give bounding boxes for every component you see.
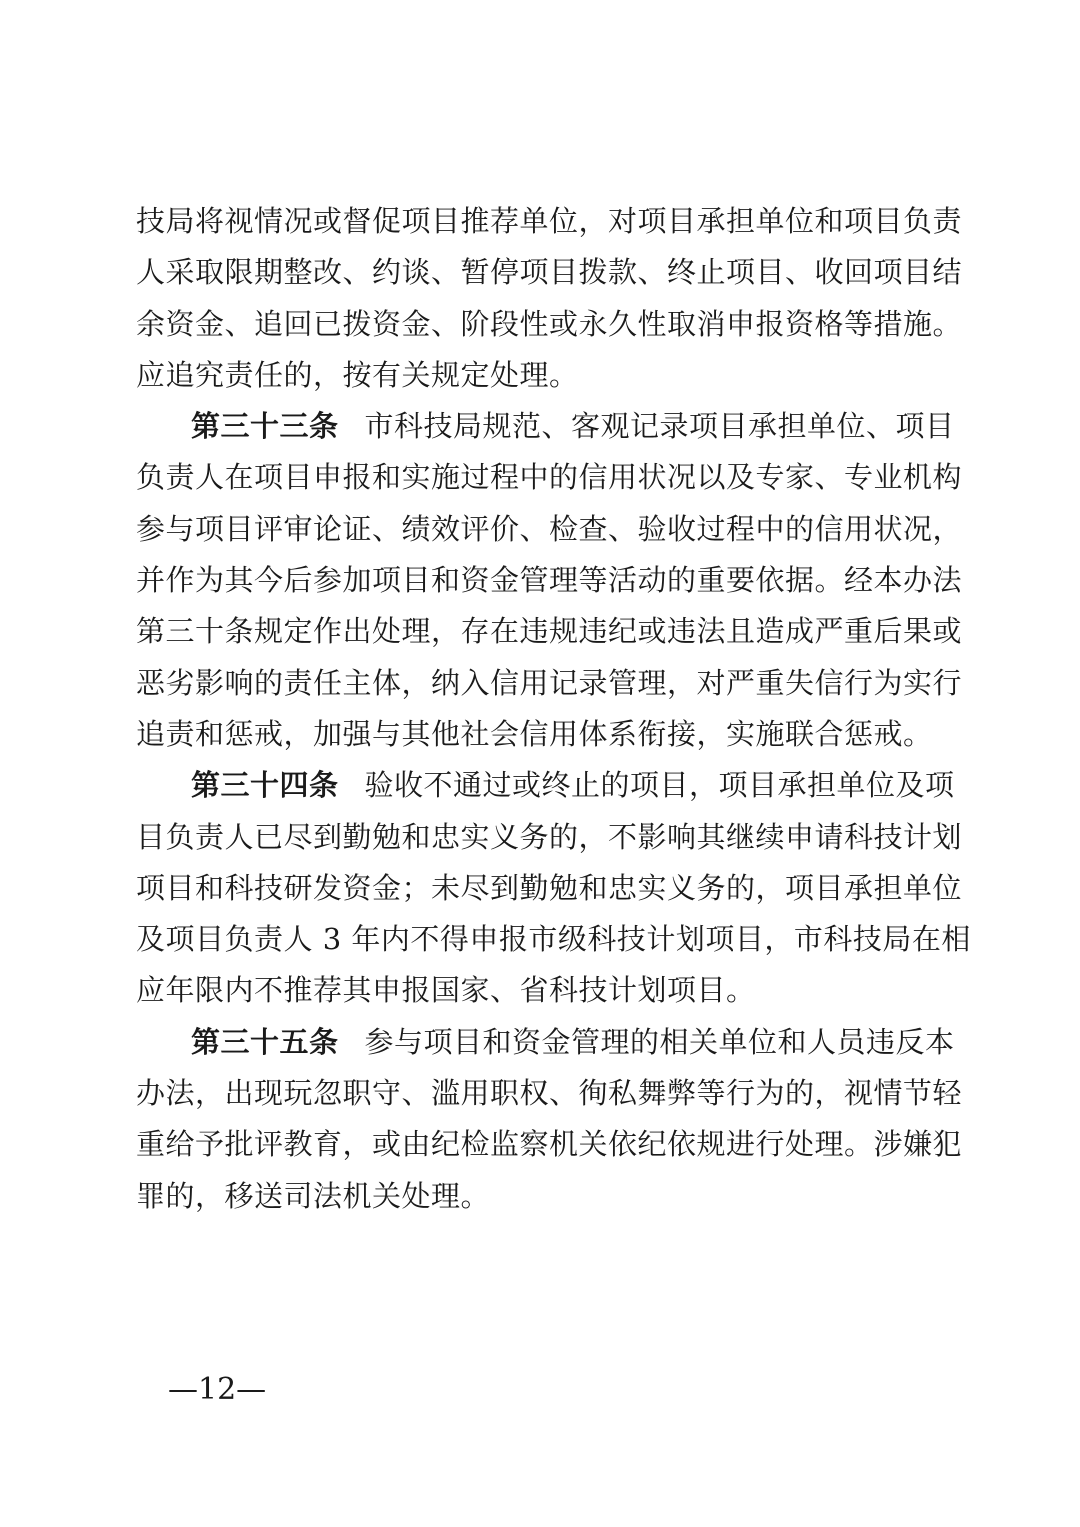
text-line: 追责和惩戒，加强与其他社会信用体系衔接，实施联合惩戒。 [136,716,933,751]
text-line: 重给予批评教育，或由纪检监察机关依纪依规进行处理。涉嫌犯 [136,1127,963,1162]
article-heading: 第三十三条 [191,409,339,444]
article-heading: 第三十四条 [191,768,339,803]
text-line: 并作为其今后参加项目和资金管理等活动的重要依据。经本办法 [136,563,963,598]
text-line: 恶劣影响的责任主体，纳入信用记录管理，对严重失信行为实行 [136,665,963,700]
article-first-line [136,401,955,452]
article-first-line [136,760,955,811]
article-heading: 第三十五条 [191,1024,339,1059]
document-body [136,196,971,1222]
text-line: 负责人在项目申报和实施过程中的信用状况以及专家、专业机构 [136,460,963,495]
text-line: 目负责人已尽到勤勉和忠实义务的，不影响其继续申请科技计划 [136,819,963,854]
article-text: 验收不通过或终止的项目，项目承担单位及项 [364,768,955,803]
text-line: 人采取限期整改、约谈、暂停项目拨款、终止项目、收回项目结 [136,255,963,290]
text-line: 项目和科技研发资金；未尽到勤勉和忠实义务的，项目承担单位 [136,870,963,905]
text-line: 技局将视情况或督促项目推荐单位，对项目承担单位和项目负责 [136,204,963,238]
text-line: 余资金、追回已拨资金、阶段性或永久性取消申报资格等措施。 [136,306,963,341]
text-line: 办法，出现玩忽职守、滥用职权、徇私舞弊等行为的，视情节轻 [136,1076,963,1111]
text-line: 参与项目评审论证、绩效评价、检查、验收过程中的信用状况， [136,511,963,546]
article-text: 市科技局规范、客观记录项目承担单位、项目 [364,409,955,444]
text-line: 应追究责任的，按有关规定处理。 [136,357,579,392]
article-35 [136,1017,963,1222]
page-number: —12— [168,1372,267,1407]
text-line: 第三十条规定作出处理，存在违规违纪或违法且造成严重后果或 [136,614,963,649]
article-34 [136,760,971,1016]
article-33 [136,401,963,760]
article-first-line [136,1017,955,1068]
text-line: 罪的，移送司法机关处理。 [136,1178,491,1213]
article-text: 参与项目和资金管理的相关单位和人员违反本 [364,1024,955,1059]
paragraph-continuation [136,196,963,401]
text-line: 应年限内不推荐其申报国家、省科技计划项目。 [136,973,756,1008]
text-line: 及项目负责人 3 年内不得申报市级科技计划项目，市科技局在相 [136,922,971,957]
